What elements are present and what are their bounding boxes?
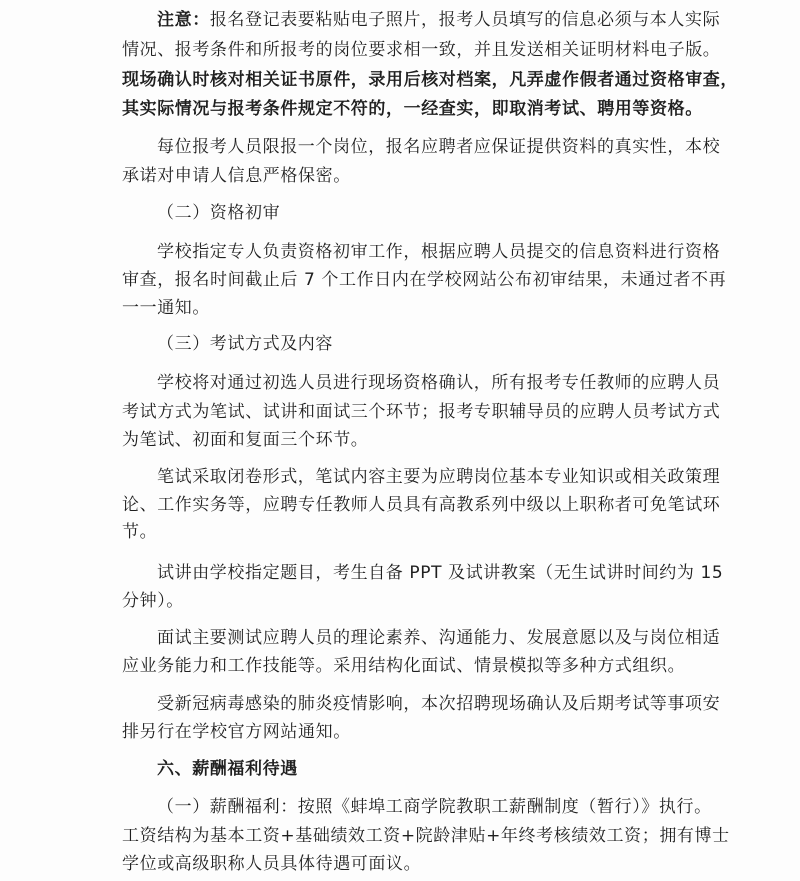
covid-line-2: 排另行在学校官方网站通知。 xyxy=(122,722,351,742)
salary-line-3: 学位或高级职称人员具体待遇可面议。 xyxy=(122,854,422,874)
notice-line-3: 现场确认时核对相关证书原件，录用后核对档案，凡弄虚作假者通过资格审查， xyxy=(122,70,738,90)
lecture-line-1: 试讲由学校指定题目，考生自备 PPT 及试讲教案（无生试讲时间约为 15 xyxy=(157,563,724,583)
section-6-title: 六、薪酬福利待遇 xyxy=(157,759,298,779)
section-2-title: （二）资格初审 xyxy=(157,203,281,223)
written-line-1: 笔试采取闭卷形式，笔试内容主要为应聘岗位基本专业知识或相关政策理 xyxy=(157,467,721,487)
exam-line-1: 学校将对通过初选人员进行现场资格确认，所有报考专任教师的应聘人员 xyxy=(157,373,721,393)
interview-line-1: 面试主要测试应聘人员的理论素养、沟通能力、发展意愿以及与岗位相适 xyxy=(157,628,721,648)
notice-line-1 xyxy=(157,8,720,32)
interview-line-2: 应业务能力和工作技能等。采用结构化面试、情景模拟等多种方式组织。 xyxy=(122,656,686,676)
limit-line-1: 每位报考人员限报一个岗位，报名应聘者应保证提供资料的真实性，本校 xyxy=(157,137,721,157)
salary-line-2: 工资结构为基本工资+基础绩效工资+院龄津贴+年终考核绩效工资；拥有博士 xyxy=(122,826,730,846)
review-line-1: 学校指定专人负责资格初审工作，根据应聘人员提交的信息资料进行资格 xyxy=(157,242,721,262)
written-line-2: 论、工作实务等，应聘专任教师人员具有高教系列中级以上职称者可免笔试环 xyxy=(122,495,721,515)
notice-line-4: 其实际情况与报考条件规定不符的，一经查实，即取消考试、聘用等资格。 xyxy=(122,99,703,119)
exam-line-2: 考试方式为笔试、试讲和面试三个环节；报考专职辅导员的应聘人员考试方式 xyxy=(122,402,721,422)
covid-line-1: 受新冠病毒感染的肺炎疫情影响，本次招聘现场确认及后期考试等事项安 xyxy=(157,694,721,714)
notice-label: 注意： xyxy=(157,10,210,30)
section-3-title: （三）考试方式及内容 xyxy=(157,334,333,354)
salary-line-1: （一）薪酬福利：按照《蚌埠工商学院教职工薪酬制度（暂行）》执行。 xyxy=(157,797,712,817)
lecture-line-2: 分钟）。 xyxy=(122,591,184,611)
limit-line-2: 承诺对申请人信息严格保密。 xyxy=(122,166,351,186)
notice-text: 报名登记表要粘贴电子照片，报考人员填写的信息必须与本人实际 xyxy=(209,10,721,30)
review-line-3: 一一通知。 xyxy=(122,298,210,318)
notice-line-2: 情况、报考条件和所报考的岗位要求相一致，并且发送相关证明材料电子版。 xyxy=(122,40,721,60)
review-line-2: 审查，报名时间截止后 7 个工作日内在学校网站公布初审结果，未通过者不再 xyxy=(122,270,727,290)
written-line-3: 节。 xyxy=(122,522,158,542)
exam-line-3: 为笔试、初面和复面三个环节。 xyxy=(122,430,369,450)
